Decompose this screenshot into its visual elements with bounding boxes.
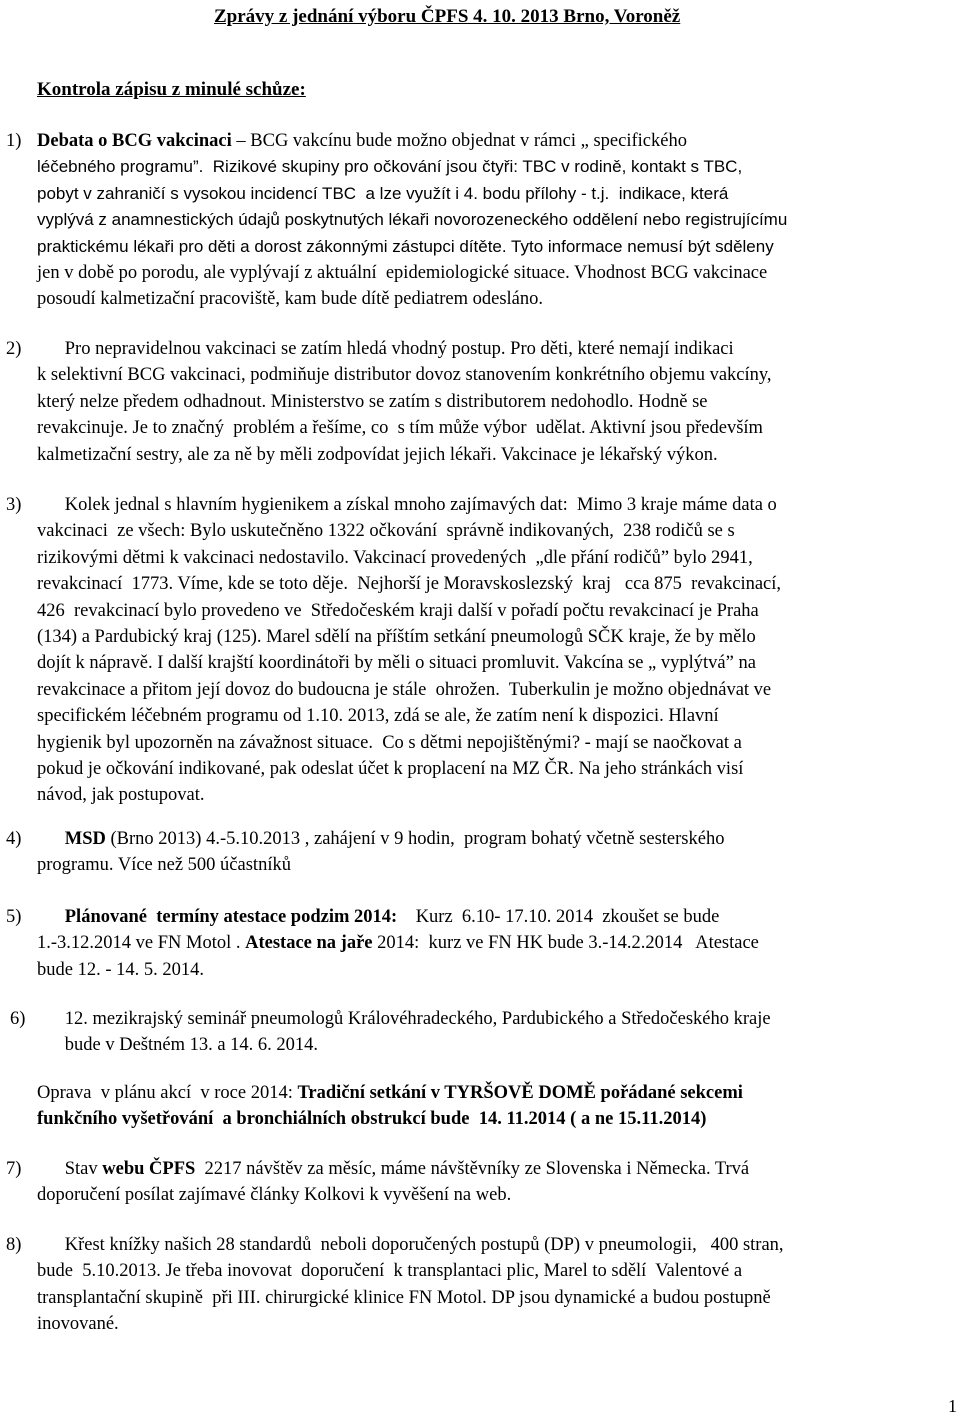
text-run: návod, jak postupovat.	[37, 785, 205, 806]
text-run: Pro nepravidelnou vakcinaci se zatím hledá vhodný postup. Pro děti, které nemají indikaci	[37, 339, 734, 359]
text-run: bude 12. - 14. 5. 2014.	[37, 959, 204, 980]
text-run: Křest knížky našich 28 standardů neboli doporučených postupů (DP) v pneumologii, 400 stran,	[37, 1235, 784, 1255]
text-line	[37, 181, 728, 207]
text-run: praktickému lékaři pro děti a dorost zákonnými zástupci dítěte.	[37, 236, 507, 256]
text-line	[37, 904, 719, 930]
text-run: 2217 návštěv za měsíc, máme návštěvníky ze Slovenska i Německa. Trvá	[195, 1159, 750, 1179]
text-run: doporučení posílat zajímavé články Kolkovi k vyvěšení na web.	[37, 1185, 512, 1206]
text-run: specifickém léčebném programu od 1.10. 2013, zdá se ale, že zatím není k dispozici. Hlavní	[37, 706, 719, 727]
text-run: dojít k nápravě. I další krajští koordinátoři by měli o situaci promluvit. Vakcína se „ vyplýtvá” na	[37, 653, 756, 674]
text-run: jen v době po porodu, ale vyplývají z aktuální epidemiologické situace. Vhodnost BCG vakcinace	[37, 263, 768, 283]
document-title: Zprávy z jednání výboru ČPFS 4. 10. 2013 Brno, Voroněž	[214, 6, 681, 27]
text-line	[37, 782, 205, 808]
text-line	[37, 154, 742, 180]
text-line	[37, 1285, 771, 1311]
page-number: 1	[948, 1396, 957, 1416]
text-line	[37, 518, 735, 544]
text-run: programu. Více než 500 účastníků	[37, 855, 291, 876]
text-line	[37, 957, 204, 983]
text-run: bude v Deštném 13. a 14. 6. 2014.	[37, 1035, 319, 1056]
text-run: 2014: kurz ve FN HK bude 3.-14.2.2014 Atestace	[372, 933, 759, 954]
text-line	[37, 571, 781, 597]
text-run	[37, 829, 65, 849]
text-line	[37, 730, 742, 756]
text-line	[37, 650, 756, 676]
text-run: bude 5.10.2013. Je třeba inovovat doporučení k transplantaci plic, Marel to sdělí Valentové a	[37, 1261, 743, 1282]
text-run: Tyto informace nemusí být sděleny	[506, 236, 774, 256]
text-run: revakcinace a přitom její dovoz do budoucna je stále ohrožen. Tuberkulin je možno objednávat ve	[37, 679, 772, 700]
text-line	[37, 234, 774, 260]
item-number: 5)	[6, 907, 22, 927]
text-line	[37, 492, 777, 518]
text-run: funkčního vyšetřování a bronchiálních obstrukcí bude 14. 11.2014 ( a ne 15.11.2014)	[37, 1109, 707, 1130]
text-line	[37, 930, 759, 956]
text-run: vakcinaci ze všech: Bylo uskutečněno 1322 očkování správně indikovaných, 238 rodičů se s	[37, 521, 735, 542]
text-run: – BCG vakcínu bude možno objednat v rámci „ specifického	[231, 131, 687, 151]
text-line	[37, 1182, 511, 1208]
text-line	[37, 128, 687, 154]
text-run: Stav	[37, 1159, 103, 1179]
item-number: 8)	[6, 1235, 22, 1255]
text-run: revakcinací 1773. Víme, kde se toto děje. Nejhorší je Moravskoslezský kraj cca 875 revakcinací,	[37, 574, 782, 595]
text-run: revakcinuje. Je to značný problém a řešíme, co s tím může výbor udělat. Aktivní jsou především	[37, 418, 763, 439]
text-run: (134) a Pardubický kraj (125). Marel sdělí na příštím setkání pneumologů SČK kraje, že by mělo	[37, 627, 756, 647]
text-run: transplantační skupině při III. chirurgické klinice FN Motol. DP jsou dynamické a budou postupně	[37, 1287, 771, 1308]
text-line	[37, 1080, 743, 1106]
text-line	[37, 207, 787, 233]
item-number: 7)	[6, 1159, 22, 1179]
text-line	[37, 624, 756, 650]
item-number: 3)	[6, 495, 22, 515]
text-run: léčebného programu”. Rizikové skupiny pro očkování jsou čtyři: TBC v rodině, kontakt s TBC,	[37, 157, 743, 177]
item-number: 6)	[10, 1009, 26, 1029]
text-line	[37, 336, 734, 362]
text-line	[37, 677, 771, 703]
text-run: 1.-3.12.2014 ve FN Motol .	[37, 933, 246, 954]
item-number: 4)	[6, 829, 22, 849]
text-run: 12. mezikrajský seminář pneumologů Královéhradeckého, Pardubického a Středočeského kraje	[37, 1009, 771, 1029]
text-run: Plánované termíny atestace podzim 2014:	[64, 907, 398, 927]
text-run: hygienik byl upozorněn na závažnost situace. Co s dětmi nepojištěnými? - mají se naočkovat a	[37, 732, 742, 753]
text-run: pokud je očkování indikované, pak odeslat účet k proplacení na MZ ČR. Na jeho stránkách visí	[37, 759, 744, 779]
text-run: posoudí kalmetizační pracoviště, kam bude dítě pediatrem odesláno.	[37, 289, 544, 310]
text-line	[37, 1032, 318, 1058]
text-line	[37, 756, 743, 782]
text-run: Kolek jednal s hlavním hygienikem a získal mnoho zajímavých dat: Mimo 3 kraje máme data o	[37, 495, 777, 515]
text-line	[37, 286, 543, 312]
text-line	[37, 703, 719, 729]
text-run: kalmetizační sestry, ale za ně by měli zodpovídat jejich lékaři. Vakcinace je lékařský výkon.	[37, 444, 718, 465]
text-line	[37, 389, 707, 415]
text-run: Oprava v plánu akcí v roce 2014:	[37, 1083, 298, 1103]
text-line	[37, 826, 724, 852]
item-number: 1)	[6, 131, 22, 151]
text-line	[37, 362, 772, 388]
text-run: pobyt v zahraničí s vysokou incidencí TBC a lze využít i 4. bodu přílohy - t.j. indikace, která	[37, 183, 729, 203]
text-run: Debata o BCG vakcinaci	[37, 131, 232, 151]
text-line	[37, 1311, 119, 1337]
text-run: rizikovými dětmi k vakcinaci nedostavilo. Vakcinací provedených „dle přání rodičů” bylo 2941,	[37, 547, 753, 568]
text-line	[37, 1232, 784, 1258]
text-line	[37, 598, 759, 624]
text-run: inovované.	[37, 1314, 119, 1335]
section-heading: Kontrola zápisu z minulé schůze:	[37, 79, 306, 100]
text-run: webu ČPFS	[102, 1159, 196, 1179]
text-line	[37, 545, 753, 571]
item-number: 2)	[6, 339, 22, 359]
text-line	[37, 1106, 706, 1132]
text-run: Atestace na jaře	[245, 933, 373, 954]
text-run: vyplývá z anamnestických údajů poskytnutých lékaři novorozeneckého oddělení nebo registrujícímu	[37, 210, 788, 230]
text-line	[37, 1258, 742, 1284]
text-line	[37, 415, 763, 441]
text-run: 426 revakcinací bylo provedeno ve Středočeském kraji další v pořadí počtu revakcinací je Praha	[37, 600, 759, 621]
text-run: který nelze předem odhadnout. Ministerstvo se zatím s distributorem nedohodlo. Hodně se	[37, 391, 708, 412]
text-line	[37, 442, 718, 468]
text-run	[37, 907, 65, 927]
text-line	[37, 1156, 749, 1182]
text-line	[37, 1006, 771, 1032]
text-run: k selektivní BCG vakcinaci, podmiňuje distributor dovoz stanovením konkrétního objemu vakcíny,	[37, 365, 772, 386]
text-line	[37, 260, 767, 286]
text-line	[37, 852, 291, 878]
text-run: (Brno 2013) 4.-5.10.2013 , zahájení v 9 hodin, program bohatý včetně sesterského	[105, 829, 725, 849]
text-run: Kurz 6.10- 17.10. 2014 zkoušet se bude	[397, 907, 720, 927]
text-run: MSD	[64, 829, 106, 849]
text-run: Tradiční setkání v TYRŠOVĚ DOMĚ pořádané sekcemi	[297, 1083, 743, 1103]
